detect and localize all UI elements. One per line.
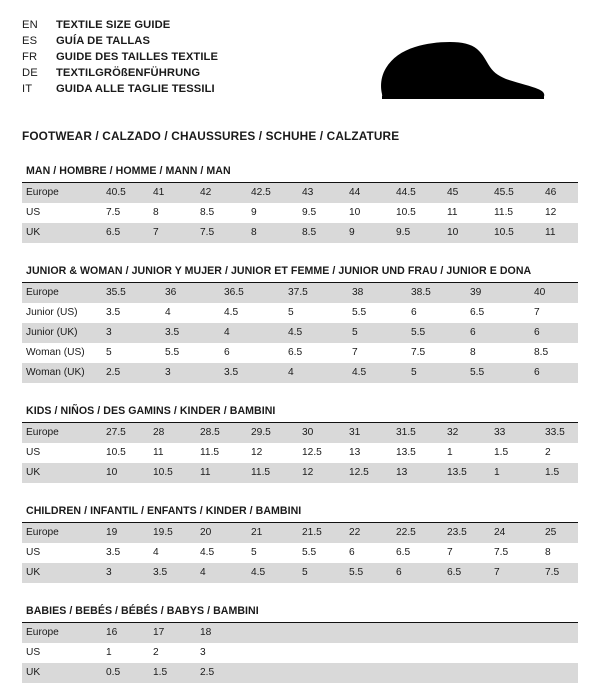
cell: 5.5 xyxy=(466,363,530,383)
cell: 2 xyxy=(545,447,551,458)
cell: 2.5 xyxy=(102,363,161,383)
cell: 4 xyxy=(220,323,284,343)
cell: 4.5 xyxy=(200,547,215,558)
cell: 11.5 xyxy=(494,207,514,218)
row-label: Europe xyxy=(22,523,102,543)
table-row xyxy=(22,443,578,463)
cell: 11.5 xyxy=(200,447,220,458)
cell: 8 xyxy=(153,207,159,218)
cell: 12 xyxy=(251,447,263,458)
cell: 5.5 xyxy=(165,347,180,358)
cell: 10.5 xyxy=(396,207,416,218)
cell: 7.5 xyxy=(106,207,121,218)
row-label: UK xyxy=(22,463,102,483)
cell: 5 xyxy=(251,547,257,558)
cell: 44.5 xyxy=(392,183,443,203)
cell: 6.5 xyxy=(102,223,149,243)
table-row xyxy=(22,203,578,223)
cell: 4.5 xyxy=(348,363,407,383)
section-title: KIDS / NIÑOS / DES GAMINS / KINDER / BAMBINI xyxy=(22,405,578,423)
cell-empty xyxy=(247,663,578,683)
row-label: UK xyxy=(22,563,102,583)
row-label: Europe xyxy=(22,423,102,443)
cell: 8 xyxy=(247,223,298,243)
section-title: BABIES / BEBÉS / BÉBÉS / BABYS / BAMBINI xyxy=(22,605,578,623)
cell: 16 xyxy=(102,623,149,643)
section-title: CHILDREN / INFANTIL / ENFANTS / KINDER / BAMBINI xyxy=(22,505,578,523)
row-label: Europe xyxy=(22,183,102,203)
cell: 4 xyxy=(196,563,247,583)
table-row xyxy=(22,323,578,343)
cell: 11 xyxy=(153,447,164,458)
cell: 22 xyxy=(345,523,392,543)
cell: 11 xyxy=(447,207,458,218)
cell: 25 xyxy=(541,523,578,543)
cell: 33 xyxy=(490,423,541,443)
cell: 1.5 xyxy=(541,463,578,483)
cell: 38 xyxy=(348,283,407,303)
size-table-babies xyxy=(22,623,578,683)
section-junior-woman xyxy=(22,265,578,383)
cell: 42 xyxy=(196,183,247,203)
cell: 3.5 xyxy=(106,547,121,558)
cell: 30 xyxy=(298,423,345,443)
row-label: US xyxy=(26,547,41,558)
cell: 7 xyxy=(490,563,541,583)
cell: 2.5 xyxy=(196,663,247,683)
cell: 5.5 xyxy=(352,307,367,318)
row-label: UK xyxy=(22,663,102,683)
table-row xyxy=(22,643,578,663)
cell: 5 xyxy=(288,307,294,318)
cell: 9.5 xyxy=(392,223,443,243)
cell: 6.5 xyxy=(443,563,490,583)
cell: 45.5 xyxy=(490,183,541,203)
row-label: Junior (US) xyxy=(26,307,78,318)
size-table-kids xyxy=(22,423,578,483)
cell: 1 xyxy=(106,647,112,658)
cell: 36.5 xyxy=(220,283,284,303)
cell: 1.5 xyxy=(149,663,196,683)
cell: 4 xyxy=(153,547,159,558)
dress-shoe-icon xyxy=(370,34,550,109)
cell: 3.5 xyxy=(220,363,284,383)
cell: 12.5 xyxy=(345,463,392,483)
language-title: TEXTILGRÖßENFÜHRUNG xyxy=(56,67,201,79)
row-label: UK xyxy=(22,223,102,243)
section-man xyxy=(22,165,578,243)
cell: 7 xyxy=(447,547,453,558)
section-kids xyxy=(22,405,578,483)
cell-empty xyxy=(247,623,578,643)
cell: 19.5 xyxy=(149,523,196,543)
cell: 19 xyxy=(102,523,149,543)
cell: 6 xyxy=(392,563,443,583)
cell: 37.5 xyxy=(284,283,348,303)
cell: 17 xyxy=(149,623,196,643)
cell: 9 xyxy=(345,223,392,243)
cell: 10 xyxy=(443,223,490,243)
language-code: EN xyxy=(22,19,38,31)
cell: 6.5 xyxy=(470,307,485,318)
cell: 3.5 xyxy=(161,323,220,343)
cell: 8.5 xyxy=(298,223,345,243)
cell: 1.5 xyxy=(494,447,509,458)
cell: 11 xyxy=(541,223,578,243)
cell: 3 xyxy=(102,563,149,583)
cell: 20 xyxy=(196,523,247,543)
row-label: Junior (UK) xyxy=(22,323,102,343)
cell: 5 xyxy=(298,563,345,583)
cell: 8.5 xyxy=(534,347,549,358)
section-babies xyxy=(22,605,578,683)
cell: 40.5 xyxy=(102,183,149,203)
cell: 0.5 xyxy=(102,663,149,683)
language-row xyxy=(22,34,218,48)
cell: 10.5 xyxy=(490,223,541,243)
section-title: MAN / HOMBRE / HOMME / MANN / MAN xyxy=(22,165,578,183)
table-row xyxy=(22,523,578,543)
cell: 7.5 xyxy=(411,347,426,358)
cell: 7.5 xyxy=(494,547,509,558)
cell: 13 xyxy=(392,463,443,483)
cell: 11.5 xyxy=(247,463,298,483)
size-table-junior-woman xyxy=(22,283,578,383)
language-title: GUIDA ALLE TAGLIE TESSILI xyxy=(56,83,215,95)
cell: 39 xyxy=(466,283,530,303)
cell: 5 xyxy=(348,323,407,343)
cell: 44 xyxy=(345,183,392,203)
cell: 5.5 xyxy=(345,563,392,583)
cell: 7 xyxy=(149,223,196,243)
table-row xyxy=(22,183,578,203)
cell: 6 xyxy=(530,363,578,383)
cell-empty xyxy=(247,643,578,663)
row-label: US xyxy=(26,447,41,458)
language-title-list xyxy=(22,18,218,96)
cell: 22.5 xyxy=(392,523,443,543)
row-label: Woman (UK) xyxy=(22,363,102,383)
cell: 4.5 xyxy=(224,307,239,318)
cell: 45 xyxy=(443,183,490,203)
language-code: ES xyxy=(22,35,38,47)
table-row xyxy=(22,223,578,243)
cell: 13.5 xyxy=(396,447,416,458)
cell: 32 xyxy=(443,423,490,443)
cell: 8 xyxy=(470,347,476,358)
category-heading: FOOTWEAR / CALZADO / CHAUSSURES / SCHUHE / CALZATURE xyxy=(22,129,400,143)
language-title: GUÍA DE TALLAS xyxy=(56,35,151,47)
cell: 4 xyxy=(165,307,171,318)
table-row xyxy=(22,543,578,563)
cell: 6.5 xyxy=(396,547,411,558)
cell: 1 xyxy=(447,447,453,458)
cell: 33.5 xyxy=(541,423,578,443)
row-label: Europe xyxy=(22,283,102,303)
cell: 5 xyxy=(407,363,466,383)
language-row xyxy=(22,82,218,96)
cell: 8 xyxy=(545,547,551,558)
cell: 10 xyxy=(349,207,361,218)
cell: 7.5 xyxy=(196,223,247,243)
cell: 27.5 xyxy=(102,423,149,443)
cell: 42.5 xyxy=(247,183,298,203)
cell: 3.5 xyxy=(149,563,196,583)
language-title: GUIDE DES TAILLES TEXTILE xyxy=(56,51,219,63)
section-title: JUNIOR & WOMAN / JUNIOR Y MUJER / JUNIOR ET FEMME / JUNIOR UND FRAU / JUNIOR E DONA xyxy=(22,265,578,283)
size-table-children xyxy=(22,523,578,583)
cell: 10.5 xyxy=(106,447,126,458)
cell: 5.5 xyxy=(302,547,317,558)
cell: 3 xyxy=(102,323,161,343)
language-row xyxy=(22,18,218,32)
size-table-man xyxy=(22,183,578,243)
cell: 21 xyxy=(247,523,298,543)
cell: 3 xyxy=(200,647,206,658)
section-children xyxy=(22,505,578,583)
cell: 4 xyxy=(284,363,348,383)
cell: 7 xyxy=(352,347,358,358)
cell: 8.5 xyxy=(200,207,215,218)
cell: 12.5 xyxy=(302,447,322,458)
table-row xyxy=(22,423,578,443)
cell: 40 xyxy=(530,283,578,303)
table-row xyxy=(22,283,578,303)
cell: 9.5 xyxy=(302,207,317,218)
cell: 18 xyxy=(196,623,247,643)
cell: 36 xyxy=(161,283,220,303)
language-code: IT xyxy=(22,83,33,95)
table-row xyxy=(22,363,578,383)
cell: 9 xyxy=(251,207,257,218)
cell: 31.5 xyxy=(392,423,443,443)
language-title: TEXTILE SIZE GUIDE xyxy=(56,19,171,31)
header xyxy=(22,18,578,109)
table-row xyxy=(22,303,578,323)
table-row xyxy=(22,463,578,483)
cell: 13.5 xyxy=(443,463,490,483)
cell: 5 xyxy=(106,347,112,358)
cell: 29.5 xyxy=(247,423,298,443)
cell: 12 xyxy=(298,463,345,483)
language-code: FR xyxy=(22,51,38,63)
row-label: Woman (US) xyxy=(26,347,85,358)
cell: 4.5 xyxy=(284,323,348,343)
cell: 31 xyxy=(345,423,392,443)
cell: 6 xyxy=(530,323,578,343)
table-row xyxy=(22,343,578,363)
cell: 35.5 xyxy=(102,283,161,303)
language-row xyxy=(22,50,218,64)
cell: 6 xyxy=(466,323,530,343)
cell: 21.5 xyxy=(298,523,345,543)
row-label: US xyxy=(26,207,41,218)
cell: 38.5 xyxy=(407,283,466,303)
cell: 6 xyxy=(349,547,355,558)
cell: 4.5 xyxy=(247,563,298,583)
row-label: US xyxy=(26,647,41,658)
cell: 13 xyxy=(349,447,361,458)
cell: 6.5 xyxy=(288,347,303,358)
cell: 1 xyxy=(490,463,541,483)
cell: 46 xyxy=(541,183,578,203)
cell: 10.5 xyxy=(149,463,196,483)
cell: 6 xyxy=(411,307,417,318)
cell: 24 xyxy=(490,523,541,543)
row-label: Europe xyxy=(22,623,102,643)
cell: 10 xyxy=(102,463,149,483)
cell: 5.5 xyxy=(407,323,466,343)
cell: 7.5 xyxy=(541,563,578,583)
language-code: DE xyxy=(22,67,38,79)
cell: 28 xyxy=(149,423,196,443)
cell: 11 xyxy=(196,463,247,483)
cell: 3 xyxy=(161,363,220,383)
table-row xyxy=(22,623,578,643)
cell: 28.5 xyxy=(196,423,247,443)
cell: 41 xyxy=(149,183,196,203)
cell: 3.5 xyxy=(106,307,121,318)
cell: 23.5 xyxy=(443,523,490,543)
cell: 6 xyxy=(224,347,230,358)
cell: 2 xyxy=(153,647,159,658)
table-row xyxy=(22,663,578,683)
language-row xyxy=(22,66,218,80)
cell: 7 xyxy=(534,307,540,318)
table-row xyxy=(22,563,578,583)
cell: 43 xyxy=(298,183,345,203)
cell: 12 xyxy=(545,207,557,218)
